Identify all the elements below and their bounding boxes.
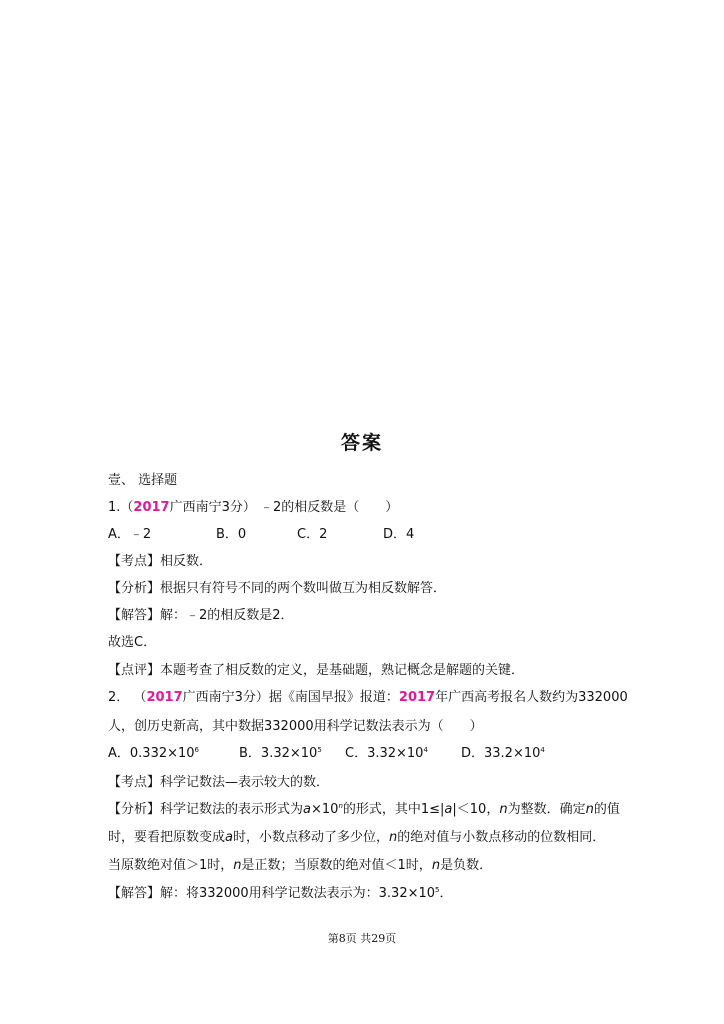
question-text: 据《南国早报》报道： <box>268 690 399 705</box>
page-title: 答案 <box>340 432 383 454</box>
option-d <box>461 745 545 763</box>
section-heading: 壹、 选择题 <box>108 473 178 488</box>
fenxi-text: |＜10， <box>452 802 500 817</box>
variable-a: a <box>444 802 453 817</box>
page-footer: 第8页 共29页 <box>327 932 397 945</box>
highlight-year: 2017 <box>398 690 436 705</box>
q2-fenxi-line2 <box>108 829 605 847</box>
jieda-label: 【解答】 <box>108 886 161 901</box>
source-open: （ <box>133 690 147 705</box>
option-b-text: B．3.32×10 <box>239 746 318 761</box>
fenxi-text: 是正数；当原数的绝对值＜1时， <box>241 858 432 873</box>
option-c: C．2 <box>297 527 328 542</box>
source-label: 广西南宁3分） <box>169 500 256 515</box>
q2-fenxi-line1 <box>108 801 620 819</box>
option-c <box>345 745 461 763</box>
q1-choice: 故选C． <box>108 635 157 650</box>
source-open: （ <box>120 500 134 515</box>
q1-dianping <box>108 662 524 680</box>
fenxi-text: 为整数．确定 <box>507 802 586 817</box>
kaodian-text: 相反数． <box>160 554 213 569</box>
jieda-label: 【解答】 <box>108 608 161 623</box>
question-text: 年广西高考报名人数约为332000 <box>435 690 628 705</box>
dianping-label: 【点评】 <box>108 663 161 678</box>
option-d-text: D．33.2×10 <box>461 746 541 761</box>
option-d: D．4 <box>383 527 415 542</box>
question-2-stem-line1 <box>108 689 628 707</box>
source-year: 2017 <box>133 500 170 515</box>
option-a <box>108 745 239 763</box>
fenxi-text: 科学记数法的表示形式为 <box>160 802 304 817</box>
fenxi-text: 时，要看把原数变成 <box>108 830 226 845</box>
fenxi-text: 时，小数点移动了多少位， <box>232 830 389 845</box>
jieda-text: 解：﹣2的相反数是2． <box>160 608 294 623</box>
fenxi-text: 根据只有符号不同的两个数叫做互为相反数解答． <box>160 581 447 596</box>
q2-kaodian <box>108 774 329 792</box>
question-number: 1. <box>108 500 121 515</box>
q2-jieda <box>108 885 453 903</box>
option-b <box>239 745 345 763</box>
jieda-end: ． <box>439 886 453 901</box>
jieda-exponent: 5 <box>435 886 440 894</box>
question-1-stem <box>108 499 398 517</box>
variable-n: n <box>431 858 441 873</box>
question-text: ﹣2的相反数是（ ） <box>260 500 399 515</box>
variable-n: n <box>389 830 398 845</box>
question-2-options <box>108 745 545 763</box>
option-c-exponent: 4 <box>423 746 428 754</box>
variable-a: a <box>225 830 233 845</box>
variable-n: n <box>233 858 242 873</box>
fenxi-text: 的形式，其中1≤| <box>342 802 445 817</box>
fenxi-label: 【分析】 <box>108 802 161 817</box>
kaodian-text: 科学记数法—表示较大的数． <box>160 775 330 790</box>
option-a: A．﹣2 <box>108 527 152 542</box>
variable-n: n <box>585 802 594 817</box>
dianping-text: 本题考查了相反数的定义，是基础题，熟记概念是解题的关键． <box>160 663 525 678</box>
kaodian-label: 【考点】 <box>108 775 161 790</box>
q1-jieda <box>108 607 294 625</box>
option-b: B．0 <box>216 527 247 542</box>
question-2-stem-line2: 人，创历史新高，其中数据332000用科学记数法表示为（ ） <box>108 719 483 734</box>
option-a-exponent: 6 <box>194 746 200 754</box>
q1-kaodian <box>108 553 212 571</box>
variable-a: a <box>303 802 311 817</box>
option-a-text: A．0.332×10 <box>108 746 195 761</box>
question-number: 2． <box>108 690 130 705</box>
option-b-exponent: 5 <box>317 746 322 754</box>
fenxi-label: 【分析】 <box>108 581 161 596</box>
question-1-options <box>108 526 414 544</box>
kaodian-label: 【考点】 <box>108 554 161 569</box>
q1-fenxi <box>108 580 446 598</box>
variable-n: n <box>499 802 508 817</box>
fenxi-text: 的绝对值与小数点移动的位数相同． <box>397 830 606 845</box>
fenxi-text: 是负数． <box>440 858 493 873</box>
source-label: 广西南宁3分） <box>182 690 269 705</box>
q2-fenxi-line3 <box>108 857 492 875</box>
exponent-n: n <box>338 802 343 810</box>
source-year: 2017 <box>146 690 183 705</box>
fenxi-text: 当原数绝对值＞1时， <box>108 858 234 873</box>
option-d-exponent: 4 <box>540 746 545 754</box>
jieda-text: 解：将332000用科学记数法表示为：3.32×10 <box>160 886 436 901</box>
fenxi-text: 的值 <box>593 802 620 817</box>
fenxi-text: ×10 <box>311 802 339 817</box>
option-c-text: C．3.32×10 <box>345 746 424 761</box>
